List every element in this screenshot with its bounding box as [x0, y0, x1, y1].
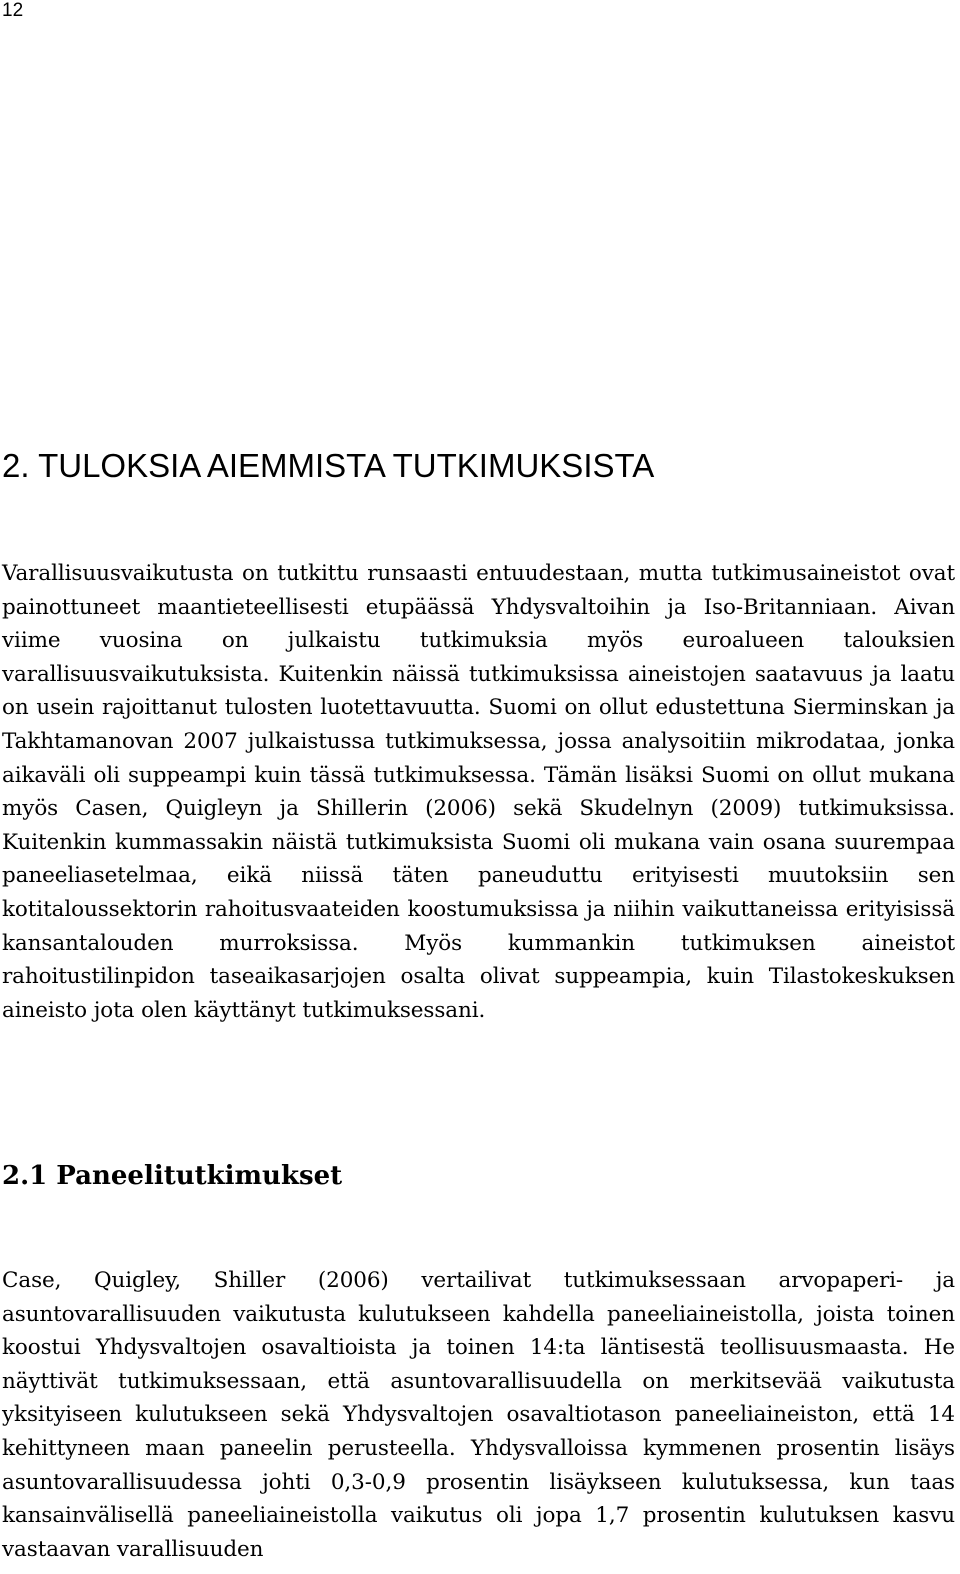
chapter-heading: 2. TULOKSIA AIEMMISTA TUTKIMUKSISTA [2, 447, 655, 484]
paragraph-panel-studies: Case, Quigley, Shiller (2006) vertailivat tutkimuksessaan arvopaperi- ja asuntovarallisuuden vaikutusta kulutukseen kahdella paneeliaineistolla, joista toinen koostui Yhdysvaltojen osavaltioista ja toinen 14:ta läntisestä teollisuusmaasta. He näyttivät tutkimuksessaan, että asuntovarallisuudella on merkitsevää vaikutusta yksityiseen kulutukseen sekä Yhdysvaltojen osavaltiotason paneeliaineiston, että 14 kehittyneen maan paneelin perusteella. Yhdysvalloissa kymmenen prosentin lisäys asuntovarallisuudessa johti 0,3-0,9 prosentin lisäykseen kulutuksessa, kun taas kansainvälisellä paneeliaineistolla vaikutus oli jopa 1,7 prosentin kulutuksen kasvu vastaavan varallisuuden [2, 1268, 955, 1562]
paragraph-intro: Varallisuusvaikutusta on tutkittu runsaasti entuudestaan, mutta tutkimusaineistot ovat painottuneet maantieteellisesti etupäässä Yhdysvaltoihin ja Iso-Britanniaan. Aivan viime vuosina on julkaistu tutkimuksia myös euroalueen talouksien varallisuusvaikutuksista. Kuitenkin näissä tutkimuksissa aineistojen saatavuus ja laatu on usein rajoittanut tulosten luotettavuutta. Suomi on ollut edustettuna Sierminskan ja Takhtamanovan 2007 julkaistussa tutkimuksessa, jossa analysoitiin mikrodataa, jonka aikaväli oli suppeampi kuin tässä tutkimuksessa. Tämän lisäksi Suomi on ollut mukana myös Casen, Quigleyn ja Shillerin (2006) sekä Skudelnyn (2009) tutkimuksissa. Kuitenkin kummassakin näistä tutkimuksista Suomi oli mukana vain osana suurempaa paneeliasetelmaa, eikä niissä täten paneuduttu erityisesti muutoksiin sen kotitaloussektorin rahoitusvaateiden koostumuksissa ja niihin vaikuttaneissa erityisissä kansantalouden murroksissa. Myös kummankin tutkimuksen aineistot rahoitustilinpidon taseaikasarjojen osalta olivat suppeampia, kuin Tilastokeskuksen aineisto jota olen käyttänyt tutkimuksessani. [2, 561, 955, 1023]
section-heading: 2.1 Paneelitutkimukset [2, 1161, 343, 1191]
page-number: 12 [2, 0, 24, 21]
